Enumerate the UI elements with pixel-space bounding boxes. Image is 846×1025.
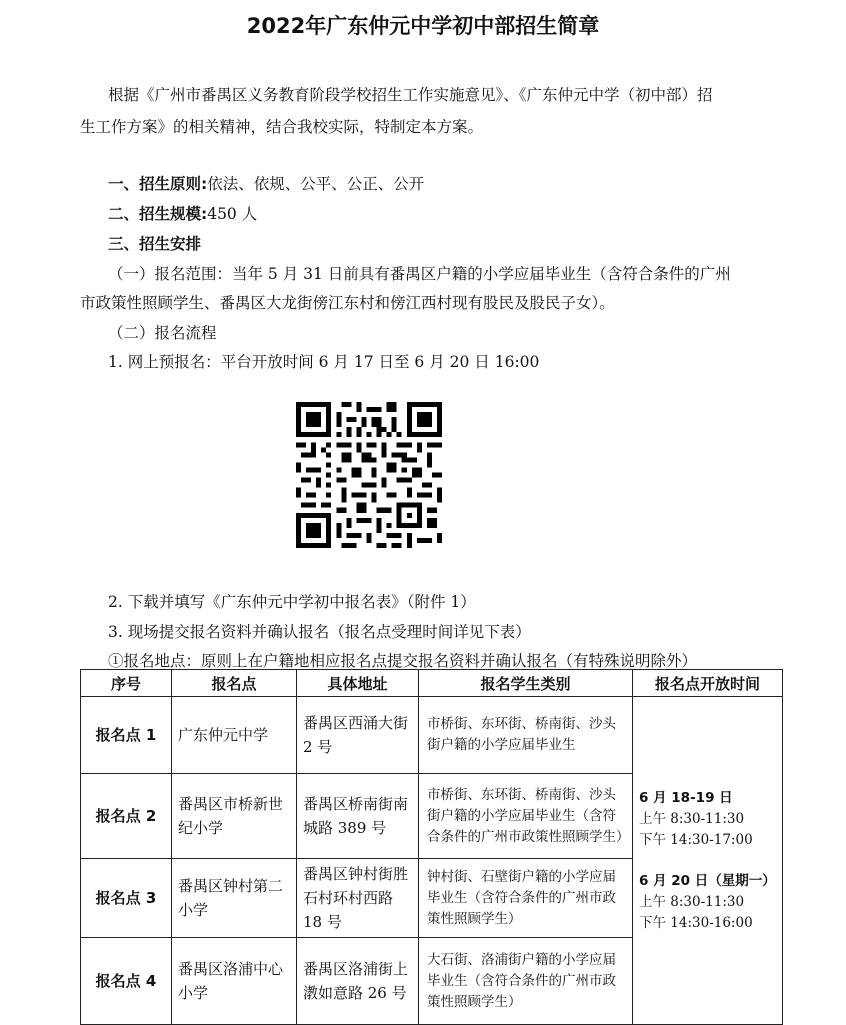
- row-no: 报名点 1: [81, 697, 172, 774]
- time-date-2-am: 上午 8:30-11:30: [639, 893, 745, 910]
- row-category: 大石街、洛浦街户籍的小学应届毕业生（含符合条件的广州市政策性照顾学生）: [419, 938, 633, 1025]
- row-no: 报名点 2: [81, 774, 172, 859]
- row-no: 报名点 4: [81, 938, 172, 1025]
- row-point-name: 番禺区市桥新世纪小学: [172, 774, 297, 859]
- scale-heading: 二、招生规模:: [108, 205, 208, 223]
- row-point-name: 番禺区洛浦中心小学: [172, 938, 297, 1025]
- row-point-name: 番禺区钟村第二小学: [172, 859, 297, 938]
- intro-line-1: 根据《广州市番禺区义务教育阶段学校招生工作实施意见》、《广东仲元中学（初中部）招: [108, 86, 713, 104]
- range-line-1: （一）报名范围：当年 5 月 31 日前具有番禺区户籍的小学应届毕业生（含符合条件的广州: [108, 265, 731, 283]
- table-row: [81, 697, 783, 774]
- table-header-row: [81, 670, 783, 697]
- range-line-2: 市政策性照顾学生、番禺区大龙街傍江东村和傍江西村现有股民及股民子女）。: [80, 294, 615, 312]
- row-point-name: 广东仲元中学: [172, 697, 297, 774]
- row-category: 钟村街、石壁街户籍的小学应届毕业生（含符合条件的广州市政策性照顾学生）: [419, 859, 633, 938]
- open-time-cell: [633, 697, 783, 1025]
- registration-table: [80, 669, 783, 1025]
- intro-line-2: 生工作方案》的相关精神，结合我校实际，特制定本方案。: [80, 118, 484, 136]
- row-category: 市桥街、东环街、桥南街、沙头街户籍的小学应届毕业生: [419, 697, 633, 774]
- row-category: 市桥街、东环街、桥南街、沙头街户籍的小学应届毕业生（含符合条件的广州市政策性照顾学生）: [419, 774, 633, 859]
- header-point: 报名点: [172, 670, 297, 697]
- time-date-1: 6 月 18-19 日: [639, 789, 733, 806]
- header-no: 序号: [81, 670, 172, 697]
- header-open-time: 报名点开放时间: [633, 670, 783, 697]
- row-address: 番禺区钟村街胜石村环村西路 18 号: [297, 859, 419, 938]
- registration-place-note: ①报名地点：原则上在户籍地相应报名点提交报名资料并确认报名（有特殊说明除外）: [108, 652, 698, 670]
- scale-line: [108, 202, 257, 224]
- scale-text: 450 人: [207, 205, 258, 223]
- row-address: 番禺区洛浦街上漖如意路 26 号: [297, 938, 419, 1025]
- time-date-1-pm: 下午 14:30-17:00: [639, 831, 753, 848]
- step-1: 1. 网上预报名：平台开放时间 6 月 17 日至 6 月 20 日 16:00: [108, 353, 540, 371]
- header-category: 报名学生类别: [419, 670, 633, 697]
- principle-heading: 一、招生原则:: [108, 175, 208, 193]
- principle-text: 依法、依规、公平、公正、公开: [207, 175, 425, 193]
- process-heading: （二）报名流程: [108, 324, 217, 342]
- row-no: 报名点 3: [81, 859, 172, 938]
- step-3: 3. 现场提交报名资料并确认报名（报名点受理时间详见下表）: [108, 623, 531, 641]
- row-address: 番禺区桥南街南城路 389 号: [297, 774, 419, 859]
- header-address: 具体地址: [297, 670, 419, 697]
- arrangement-heading: 三、招生安排: [108, 235, 202, 253]
- step-2: 2. 下载并填写《广东仲元中学初中报名表》（附件 1）: [108, 593, 476, 611]
- document-title: 2022年广东仲元中学初中部招生简章: [246, 14, 600, 38]
- time-date-2: 6 月 20 日（星期一）: [639, 872, 776, 889]
- time-date-1-am: 上午 8:30-11:30: [639, 810, 745, 827]
- time-date-2-pm: 下午 14:30-16:00: [639, 914, 753, 931]
- qr-code-icon: [296, 402, 442, 548]
- row-address: 番禺区西涌大街 2 号: [297, 697, 419, 774]
- principle-line: [108, 172, 424, 194]
